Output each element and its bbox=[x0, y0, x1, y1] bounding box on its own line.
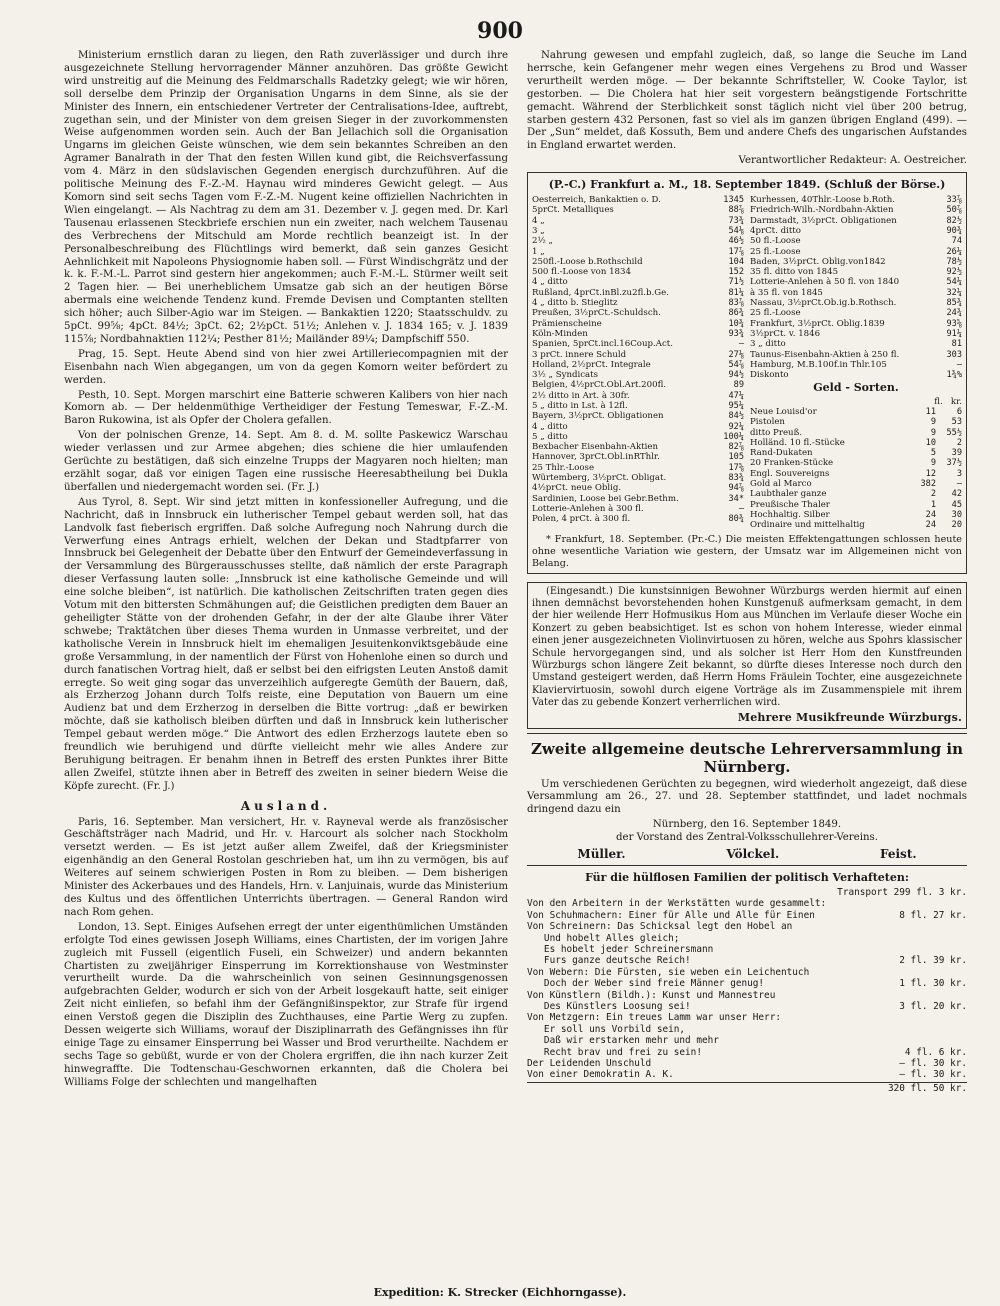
market-row-value: 88⅞ bbox=[728, 205, 744, 216]
coin-label: ditto Preuß. bbox=[750, 427, 803, 438]
donation-row bbox=[527, 978, 967, 989]
article-london: London, 13. Sept. Einiges Aufsehen erregt der unter eigenthümlichen Umständen erfolgte Tod eines gewissen Joseph Williams, eines Chartisten, der im vorigen Jahre zugleich mit Fussell (eigentlich Fuseli, ein Schweizer) und andern bekannten Chartisten zu zweijähriger Einsperrung im Korrektionshause von Westminster verurtheilt wurde. Da die wahrscheinlich von seinen Gesinnungsgenossen aufgebrachten Gelder, wodurch er sich von der Arbeit losgekauft hatte, seit einiger Zeit nicht einliefen, so befahl ihm der Gefängnißinspektor, zur Strafe für irgend einen Verstoß gegen die Disziplin des Zuchthauses, eine Partie Werg zu zupfen. Dessen weigerte sich Williams, worauf der Disziplinarrath des Gefängnisses ihn für einige Tage zu einsamer Einsperrung bei Wasser und Brod verurtheilte. Nachdem er sechs Tage so gebüßt, wurde er von der Cholera ergriffen, die ihn nach kurzer Zeit hinwegraffte. Die Todtenschau-Geschwornen erkannten, daß die Cholera bei Williams Folge der schlechten und mangelhaften bbox=[64, 921, 508, 1088]
signer-1: Müller. bbox=[577, 847, 626, 862]
lehrer-board: der Vorstand des Zentral-Volksschullehrer-Vereins. bbox=[616, 832, 878, 844]
market-row-label: 3½prCt. v. 1846 bbox=[750, 328, 821, 339]
market-row bbox=[532, 298, 744, 308]
donation-row bbox=[527, 1069, 967, 1080]
coin-label: Holländ. 10 fl.-Stücke bbox=[750, 437, 845, 448]
editor-line: Verantwortlicher Redakteur: A. Oestreicher. bbox=[738, 155, 967, 167]
donation-row bbox=[527, 1058, 967, 1069]
market-row bbox=[750, 257, 962, 267]
market-row bbox=[532, 360, 744, 370]
coin-row bbox=[750, 407, 962, 417]
market-row bbox=[750, 226, 962, 236]
coin-fl: 5 bbox=[930, 448, 936, 459]
market-row bbox=[532, 473, 744, 483]
market-row-label: Köln-Minden bbox=[532, 328, 588, 339]
market-row-label: 25 fl.-Loose bbox=[750, 308, 801, 319]
market-row bbox=[532, 195, 744, 205]
market-row-value: 152 bbox=[728, 267, 744, 278]
market-row bbox=[532, 391, 744, 401]
coin-label: Ordinaire und mittelhaltig bbox=[750, 520, 865, 531]
market-row bbox=[750, 216, 962, 226]
coin-label: Pistolen bbox=[750, 417, 785, 428]
market-row bbox=[532, 277, 744, 287]
coin-label: Laubthaler ganze bbox=[750, 489, 827, 500]
donation-row bbox=[527, 967, 967, 978]
market-row-value: 33⅞ bbox=[946, 195, 962, 206]
donation-amount: — fl. 30 kr. bbox=[899, 1057, 967, 1069]
market-row-label: Bexbacher Eisenbahn-Aktien bbox=[532, 442, 659, 453]
market-row-value: 94⅞ bbox=[728, 483, 744, 494]
market-row-label: Hamburg, M.B.100f.in Thlr.105 bbox=[750, 359, 887, 370]
donation-row bbox=[527, 921, 967, 932]
market-row bbox=[750, 298, 962, 308]
coin-fl: 382 bbox=[920, 479, 936, 490]
coin-kr: 39 bbox=[951, 448, 962, 459]
signer-2: Völckel. bbox=[726, 847, 780, 862]
donation-row bbox=[527, 1024, 967, 1035]
market-row bbox=[532, 247, 744, 257]
coin-kr: 3 bbox=[956, 468, 962, 479]
market-list-left bbox=[532, 195, 744, 531]
coin-row bbox=[750, 438, 962, 448]
donation-row bbox=[527, 898, 967, 909]
donation-row bbox=[527, 910, 967, 921]
market-row bbox=[532, 329, 744, 339]
eingesandt-text: (Eingesandt.) Die kunstsinnigen Bewohner Würzburgs werden hiermit auf einen ihnen demnächst bevorstehenden hohen Kunstgenuß aufmerksam gemacht, in dem der hier weilende Herr Hofmusikus Hom aus München im Verlaufe dieser Woche ein Konzert zu geben beabsichtiget. Ist es schon von hohem Interesse, wieder einmal einen jener ausgezeichneten Violinvirtuosen zu hören, welche aus Spohrs klassischer Schule hervorgegangen sind, und als solcher ist Herr Hom den Kunstfreunden Würzburgs schon längere Zeit bekannt, so dürfte dieses Interesse noch durch den Umstand gesteigert werden, daß Herrn Homs Fräulein Tochter, eine ausgezeichnete Klaviervirtuosin, sowohl durch eigene Vorträge als im Zusammenspiele mit ihrem Vater das zu gebende Konzert verherrlichen wird. bbox=[532, 585, 962, 709]
market-row-value: 90¾ bbox=[946, 225, 962, 236]
market-row-value: 54⅛ bbox=[728, 225, 744, 236]
market-row-value: 24¾ bbox=[946, 308, 962, 319]
market-row bbox=[750, 267, 962, 277]
donation-row bbox=[527, 1001, 967, 1012]
donation-label: Von Schreinern: Das Schicksal legt den Hobel an bbox=[527, 921, 793, 933]
article-vienna: Ministerium ernstlich daran zu liegen, den Rath zuverlässiger und durch ihre ausgezeichnete Stellung hervorragender Männer anzuhören. Das größte Gewicht wird unstreitig auf die Meinung des Feldmarschalls Radetzky gelegt; wie wir hören, soll derselbe dem Prinzip der Organisation Ungarns in dem Sinne, als sie der Minister des Innern, ein entschiedener Vertreter der Centralisations-Idee, auftrebt, zugethan sein, und der Minister von dem greisen Sieger in der zuvorkommensten Weise aufgenommen worden sein. Auch der Ban Jellachich soll die Organisation Ungarns im gleichen Geiste wünschen, wie dem sein bekanntes Schreiben an den Agramer Banalrath in der That den festen Willen kund gibt, die Reichsverfassung vom 4. März in den südslavischen Gegenden energisch durchzuführen. Auf die politische Meinung des F.-Z.-M. Haynau wird minderes Gewicht gelegt. — Aus Komorn sind seit sechs Tagen vom F.-Z.-M. Nugent keine offiziellen Nachrichten in Wien eingelangt. — Als Nachtrag zu dem am 31. Dezember v. J. gegen med. Dr. Karl Tausenau erlassenen Steckbriefe erschien nun ein zweiter, nach welchem Tausenau des Verbrechens der Mitschuld am Morde rechtlich beanzeigt ist. In der Personalbeschreibung des Flüchtlings wird bemerkt, daß sein ganzes Gesicht Aehnlichkeit mit Napoleons Physiognomie haben soll. — Fürst Windischgrätz und der k. k. F.-M.-L. Parrot sind gestern hier angekommen; auch F.-M.-L. Stürmer weilt seit 2 Tagen hier. — Bei unerheblichem Umsatze gab sich an der heutigen Börse abermals eine weichende Tendenz kund. Fremde Devisen und Comptanten stellten sich höher; auch Silber-Agio war im Steigen. — Bankaktien 1220; Staatsschuldv. zu 5pCt. 99⅝; 4pCt. 84½; 3pCt. 62; 2½pCt. 51½; Anlehen v. J. 1834 165; v. J. 1839 115⅞; Nordbahnaktien 112¼; Pesther 81½; Mailänder 89¼; Dampfschiff 550. bbox=[64, 50, 508, 345]
coin-kr: 6 bbox=[956, 407, 962, 417]
lehrer-place: Nürnberg, den 16. September 1849. bbox=[652, 819, 842, 831]
article-pesth: Pesth, 10. Sept. Morgen marschirt eine Batterie schweren Kalibers von hier nach Komorn ab. — Der heldenmüthige Vertheidiger der Festung Temeswar, F.-Z.-M. Baron Rukowina, ist als Opfer der Cholera gefallen. bbox=[64, 389, 508, 427]
market-row-label: Holland, 2½prCt. Integrale bbox=[532, 359, 651, 370]
market-row bbox=[532, 432, 744, 442]
lehrer-title: Zweite allgemeine deutsche Lehrerversammlung in Nürnberg. bbox=[530, 739, 964, 776]
coin-fl: 2 bbox=[930, 489, 936, 500]
market-row-value: 78½ bbox=[946, 256, 962, 267]
coin-row bbox=[750, 428, 962, 438]
market-row-label: 3 „ ditto bbox=[750, 339, 786, 350]
coin-head-kr: kr. bbox=[950, 396, 962, 407]
market-row bbox=[532, 422, 744, 432]
market-row bbox=[532, 463, 744, 473]
market-row-label: 500 fl.-Loose von 1834 bbox=[532, 267, 631, 278]
market-row bbox=[532, 226, 744, 236]
market-row-value: 105 bbox=[728, 452, 744, 463]
donation-label: Er soll uns Vorbild sein, bbox=[527, 1023, 686, 1035]
donation-label: Des Künstlers Loosung sei! bbox=[527, 1000, 691, 1012]
donation-row bbox=[527, 1012, 967, 1023]
market-row-value: 83⅞ bbox=[728, 298, 744, 309]
coin-fl: 12 bbox=[925, 468, 936, 479]
donation-carry: Transport 299 fl. 3 kr. bbox=[837, 886, 967, 898]
donation-label: Von Künstlern (Bildh.): Kunst und Mannestreu bbox=[527, 989, 776, 1001]
market-row-label: à 35 fl. von 1845 bbox=[750, 287, 823, 298]
right-column bbox=[527, 50, 967, 1094]
market-row bbox=[750, 370, 962, 380]
coin-title: Geld - Sorten. bbox=[813, 381, 899, 395]
donation-total: 320 fl. 50 kr. bbox=[527, 1082, 967, 1094]
donation-label: Von Metzgern: Ein treues Lamm war unser Herr: bbox=[527, 1012, 781, 1024]
coin-fl: 9 bbox=[930, 458, 936, 469]
coin-fl: 1 bbox=[930, 499, 936, 510]
market-row bbox=[750, 236, 962, 246]
market-row-value: — bbox=[738, 339, 744, 350]
market-row-label: Prämienscheine bbox=[532, 318, 602, 329]
market-row-value: 89 bbox=[733, 380, 744, 391]
donation-row bbox=[527, 1047, 967, 1058]
market-row-label: 250fl.-Loose b.Rothschild bbox=[532, 256, 643, 267]
market-row-label: 4 „ ditto bbox=[532, 277, 568, 288]
market-row-label: 2½ „ bbox=[532, 236, 553, 247]
market-row-value: — bbox=[738, 503, 744, 514]
donation-label: Der Leidenden Unschuld bbox=[527, 1057, 652, 1069]
market-row-label: 25 fl.-Loose bbox=[750, 246, 801, 257]
market-row-value: 92½ bbox=[946, 267, 962, 278]
donation-label: Daß wir erstarken mehr und mehr bbox=[527, 1035, 719, 1047]
market-title: (P.-C.) Frankfurt a. M., 18. September 1849. (Schluß der Börse.) bbox=[548, 178, 946, 192]
article-london-cont: Nahrung gewesen und empfahl zugleich, daß, so lange die Seuche im Land herrsche, kein Gefangener mehr wegen eines Vergehens zu Brod und Wasser verurtheilt werden möge. — Der bekannte Schriftsteller, W. Cooke Taylor, ist gestorben. — Die Cholera hat hier seit vorgestern beängstigende Fortschritte gemacht. Während der Sterblichkeit sonst täglich nicht viel über 200 betrug, starben gestern 432 Personen, fast so viel als im ganzen übrigen England (499). — Der „Sun“ meldet, daß Kossuth, Bem und andere Chefs des ungarischen Aufstandes in England erwartet werden. bbox=[527, 50, 967, 152]
coin-label: Rand-Dukaten bbox=[750, 448, 813, 459]
market-row-label: Lotterie-Anlehen à 50 fl. von 1840 bbox=[750, 277, 900, 288]
market-row-label: Lotterie-Anlehen à 300 fl. bbox=[532, 503, 644, 514]
donation-list bbox=[527, 898, 967, 1081]
market-row-label: Taunus-Eisenbahn-Aktien à 250 fl. bbox=[750, 349, 900, 360]
market-row-label: 4½prCt. neue Oblig. bbox=[532, 483, 622, 494]
market-row bbox=[750, 288, 962, 298]
market-row bbox=[532, 370, 744, 380]
coin-row bbox=[750, 417, 962, 427]
market-row-value: 34* bbox=[728, 493, 744, 504]
donation-amount: 2 fl. 39 kr. bbox=[899, 955, 967, 967]
market-row bbox=[532, 339, 744, 349]
donation-label: Von Webern: Die Fürsten, sie weben ein Leichentuch bbox=[527, 966, 810, 978]
market-row-label: 2½ ditto in Art. à 30fr. bbox=[532, 390, 630, 401]
market-row bbox=[532, 267, 744, 277]
donation-row bbox=[527, 1035, 967, 1046]
market-row-value: 17⅞ bbox=[728, 246, 744, 257]
donation-row bbox=[527, 944, 967, 955]
market-row-label: 3 prCt. innere Schuld bbox=[532, 349, 627, 360]
donation-label: Doch der Weber sind freie Männer genug! bbox=[527, 978, 765, 990]
market-row-label: 4prCt. ditto bbox=[750, 225, 801, 236]
market-row-label: 4 „ ditto b. Stieglitz bbox=[532, 298, 618, 309]
coin-row bbox=[750, 510, 962, 520]
coin-label: Preußische Thaler bbox=[750, 499, 830, 510]
market-row-value: 91¼ bbox=[946, 328, 962, 339]
market-row bbox=[532, 257, 744, 267]
coin-kr: 30 bbox=[951, 509, 962, 520]
eingesandt-signature: Mehrere Musikfreunde Würzburgs. bbox=[737, 710, 962, 724]
coin-kr: 37½ bbox=[946, 458, 962, 469]
market-row-label: 35 fl. ditto von 1845 bbox=[750, 267, 839, 278]
market-row bbox=[532, 514, 744, 524]
market-row bbox=[750, 247, 962, 257]
market-row bbox=[532, 216, 744, 226]
coin-kr: 45 bbox=[951, 499, 962, 510]
market-row-value: 81¼ bbox=[728, 287, 744, 298]
donation-label: Und hobelt Alles gleich; bbox=[527, 932, 680, 944]
coin-row bbox=[750, 479, 962, 489]
donation-label: Von Schuhmachern: Einer für Alle und Alle für Einen bbox=[527, 909, 815, 921]
left-column bbox=[64, 50, 508, 1092]
market-row-value: 26¼ bbox=[946, 246, 962, 257]
eingesandt-box bbox=[527, 582, 967, 729]
coin-fl: 11 bbox=[925, 407, 936, 417]
market-row bbox=[750, 350, 962, 360]
market-row-value: 47¼ bbox=[728, 390, 744, 401]
market-row bbox=[532, 504, 744, 514]
market-row-value: 95¼ bbox=[728, 401, 744, 411]
market-row bbox=[750, 319, 962, 329]
donation-row bbox=[527, 955, 967, 966]
coin-kr: 55½ bbox=[946, 427, 962, 438]
donation-label: Es hobelt jeder Schreinersmann bbox=[527, 943, 714, 955]
market-row-label: Spanien, 5prCt.incl.16Coup.Act. bbox=[532, 339, 673, 350]
market-row-value: 83¾ bbox=[728, 473, 744, 484]
market-row bbox=[532, 288, 744, 298]
coin-fl: 10 bbox=[925, 437, 936, 448]
market-row-value: 92¼ bbox=[728, 421, 744, 432]
market-row bbox=[750, 339, 962, 349]
market-row-value: 71½ bbox=[728, 277, 744, 288]
donation-amount: — fl. 30 kr. bbox=[899, 1069, 967, 1081]
market-row-label: 4 „ bbox=[532, 215, 545, 226]
market-row-label: Friedrich-Wilh.-Nordbahn-Aktien bbox=[750, 205, 894, 216]
page-number: 900 bbox=[477, 18, 523, 44]
article-polish-border: Von der polnischen Grenze, 14. Sept. Am 8. d. M. sollte Paskewicz Warschau wieder verlassen und zur Armee abgehen; dies schiene die hier umlaufenden Gerüchte zu bestätigen, daß sich einzelne Trupps der Magyaren noch hielten; man erzählt sogar, daß vor einigen Tagen eine russische Heeresabtheilung bei Dukla überfallen und niedergemacht worden sei. (Fr. J.) bbox=[64, 430, 508, 493]
market-row-value: 104 bbox=[728, 256, 744, 267]
market-row-value: 10¾ bbox=[728, 318, 744, 329]
market-row-value: 94½ bbox=[728, 370, 744, 381]
market-row bbox=[532, 411, 744, 421]
donation-row bbox=[527, 990, 967, 1001]
market-row bbox=[532, 494, 744, 504]
market-row-label: 5 „ ditto bbox=[532, 431, 568, 442]
market-row-value: 27⅛ bbox=[728, 349, 744, 360]
market-row-value: 84½ bbox=[728, 411, 744, 422]
coin-fl: 9 bbox=[930, 427, 936, 438]
market-row-value: 17⅝ bbox=[728, 462, 744, 473]
market-row bbox=[532, 319, 744, 329]
donation-label: Von den Arbeitern in der Werkstätten wurde gesammelt: bbox=[527, 898, 827, 910]
market-row bbox=[750, 329, 962, 339]
market-row-label: Würtemberg, 3½prCt. Obligat. bbox=[532, 473, 667, 484]
market-row-value: 1345 bbox=[723, 195, 744, 206]
market-row-label: 25 Thlr.-Loose bbox=[532, 462, 595, 473]
market-row bbox=[532, 401, 744, 411]
market-row-label: Nassau, 3½prCt.Ob.ig.b.Rothsch. bbox=[750, 298, 897, 309]
market-row-value: 54¼ bbox=[946, 277, 962, 288]
market-row-value: 50⅞ bbox=[946, 205, 962, 216]
market-row bbox=[532, 308, 744, 318]
section-heading-ausland: Ausland. bbox=[240, 798, 332, 813]
market-row-value: 46½ bbox=[728, 236, 744, 247]
coin-label: Gold al Marco bbox=[750, 479, 812, 490]
coin-row bbox=[750, 458, 962, 468]
market-row-label: Preußen, 3½prCt.-Schuldsch. bbox=[532, 308, 661, 319]
market-row-label: Polen, 4 prCt. à 300 fl. bbox=[532, 514, 631, 525]
coin-label: Neue Louisd'or bbox=[750, 407, 817, 417]
market-row bbox=[750, 360, 962, 370]
market-row bbox=[532, 452, 744, 462]
coin-kr: 2 bbox=[956, 437, 962, 448]
coin-row bbox=[750, 469, 962, 479]
market-row-value: 54⅞ bbox=[728, 359, 744, 370]
market-row-value: — bbox=[956, 359, 962, 370]
donation-row bbox=[527, 933, 967, 944]
coin-fl: 24 bbox=[925, 509, 936, 520]
market-row-value: 82⅞ bbox=[728, 442, 744, 453]
coin-row bbox=[750, 520, 962, 530]
article-tyrol: Aus Tyrol, 8. Sept. Wir sind jetzt mitten in konfessioneller Aufregung, und die Nachricht, daß in Innsbruck ein lutherischer Tempel gebaut werden soll, hat das Landvolk fast fieberisch ergriffen. Daß solche Aufregung noch Nahrung durch die Verwerfung eines Antrags erhielt, welchen der Dekan und Stadtpfarrer von Innsbruck bei Gelegenheit der Debatte über den Entwurf der Gemeindeverfassung in der Versammlung des Bürgerausschusses stellte, daß nämlich der erste Paragraph dieser Verfassung lauten solle: „Innsbruck ist eine katholische Gemeinde und will eine solche bleiben“, ist natürlich. Die katholischen Zeitschriften traten gegen dies Votum mit den bittersten Schmähungen auf; die Geistlichen predigten dem Bauer an geheiligter Stätte von der drohenden Gefahr, in der der alte Glaube ihrer Väter schwebe; Traktätchen über dieses Thema wurden in Unmasse verbreitet, und der katholische Verein in Innsbruck hielt im ehemaligen Jesuitenkonviktsgebäude eine große Versammlung, in der namentlich der Fürst von Hohenlohe einen so durch und durch fanatischen Vortrag hielt, daß er selbst bei den eifrigsten Leuten Anstoß damit erregte. So weit ging sogar das unverzeihlich aufgeregte Gemüth der Bauern, daß, als Erzherzog Johann durch Tolfs reiste, eine Deputation von Bauern um eine Audienz bat und dem Erzherzog in derselben die Bitte vortrug: „daß er bewirken möchte, daß sie katholisch bleiben dürften und daß in Innsbruck kein lutherischer Tempel gebaut werden möge.“ Die Antwort des edlen Erzherzogs lautete eben so freundlich wie beruhigend und dürfte vielleicht mehr wie alles Andere zur Beruhigung beitragen. Er benahm ihnen in Betreff des ersten Punktes ihrer Bitte allen Zweifel, stützte ihnen aber in Betreff des zweiten in seiner biedern Weise die Köpfe zurecht. (Fr. J.) bbox=[64, 496, 508, 792]
coin-fl: 9 bbox=[930, 417, 936, 428]
market-row bbox=[532, 205, 744, 215]
market-row-label: 3½ „ Syndicats bbox=[532, 370, 599, 381]
market-row-value: 93¾ bbox=[728, 328, 744, 339]
market-list-right bbox=[750, 195, 962, 380]
donation-label: Von einer Demokratin A. K. bbox=[527, 1069, 674, 1081]
coin-fl: 24 bbox=[925, 520, 936, 531]
market-row-value: 80¾ bbox=[728, 514, 744, 525]
market-row-value: 81 bbox=[951, 339, 962, 350]
donation-amount: 3 fl. 20 kr. bbox=[899, 1000, 967, 1012]
donation-label: Furs ganze deutsche Reich! bbox=[527, 955, 691, 967]
market-row-label: 4 „ ditto bbox=[532, 421, 568, 432]
coin-label: 20 Franken-Stücke bbox=[750, 458, 834, 469]
market-row bbox=[532, 350, 744, 360]
market-row-value: 73¾ bbox=[728, 215, 744, 226]
market-report bbox=[527, 172, 967, 573]
market-row-label: 50 fl.-Loose bbox=[750, 236, 801, 247]
market-row-value: 303 bbox=[946, 349, 962, 360]
market-row-label: Frankfurt, 3½prCt. Oblig.1839 bbox=[750, 318, 885, 329]
coin-row bbox=[750, 489, 962, 499]
coin-label: Hochhaltig. Silber bbox=[750, 509, 830, 520]
footer-expedition: Expedition: K. Strecker (Eichhorngasse). bbox=[373, 1286, 627, 1299]
market-row-value: 74 bbox=[951, 236, 962, 247]
market-row-label: Bayern, 3½prCt. Obligationen bbox=[532, 411, 664, 422]
market-row-label: Kurhessen, 40Thlr.-Loose b.Roth. bbox=[750, 195, 896, 206]
coin-head-fl: fl. bbox=[934, 396, 943, 407]
coin-label: Engl. Souvereigns bbox=[750, 468, 830, 479]
market-row-label: Darmstadt, 3½prCt. Obligationen bbox=[750, 215, 897, 226]
donation-amount: 1 fl. 30 kr. bbox=[899, 978, 967, 990]
market-row-value: 32¼ bbox=[946, 287, 962, 298]
coin-header bbox=[750, 397, 962, 407]
coin-row bbox=[750, 500, 962, 510]
donation-amount: 4 fl. 6 kr. bbox=[904, 1046, 967, 1058]
market-row-label: 5prCt. Metalliques bbox=[532, 205, 614, 216]
market-row bbox=[750, 195, 962, 205]
coin-kr: 42 bbox=[951, 489, 962, 500]
market-row-value: 93⅝ bbox=[946, 318, 962, 329]
article-paris: Paris, 16. September. Man versichert, Hr. v. Rayneval werde als französischer Geschäftsträger nach Madrid, und Hr. v. Harcourt als solcher nach Stockholm versetzt werden. — Es ist jetzt außer allem Zweifel, daß der Kriegsminister eigenhändig an den General Rostolan geschrieben hat, um ihn zu vermögen, bis auf Weiteres auf seinem schwierigen Posten in Rom zu bleiben. — Dem bisherigen Minister des Ackerbaues und des Handels, Hrn. v. Lanjuinais, wurde das Ministerium des Kultus und des öffentlichen Unterrichts übertragen. — General Randon wird nach Rom gehen. bbox=[64, 816, 508, 918]
market-row-label: Hannover, 3prCt.Obl.inRThlr. bbox=[532, 452, 660, 463]
donation-amount: 8 fl. 27 kr. bbox=[899, 909, 967, 921]
market-row-label: 1 „ bbox=[532, 246, 545, 257]
donation-title: Für die hülflosen Familien der politisch Verhafteten: bbox=[585, 870, 909, 884]
lehrer-text: Um verschiedenen Gerüchten zu begegnen, wird wiederholt angezeigt, daß diese Versammlung am 26., 27. und 28. September stattfindet, und ladet nochmals dringend dazu ein bbox=[527, 778, 967, 816]
signers bbox=[527, 848, 967, 861]
market-row-label: Baden, 3½prCt. Oblig.von1842 bbox=[750, 256, 886, 267]
coin-kr: — bbox=[956, 479, 962, 490]
market-row bbox=[750, 308, 962, 318]
coin-row bbox=[750, 448, 962, 458]
market-row bbox=[532, 442, 744, 452]
market-row-value: 86¾ bbox=[728, 308, 744, 319]
market-row bbox=[532, 483, 744, 493]
coin-list bbox=[750, 407, 962, 531]
coin-kr: 53 bbox=[951, 417, 962, 428]
market-list-right-wrap bbox=[750, 195, 962, 531]
market-row-value: 100¼ bbox=[723, 431, 744, 442]
market-row-value: 85¾ bbox=[946, 298, 962, 309]
market-row-label: Belgien, 4½prCt.Obl.Art.200fl. bbox=[532, 380, 667, 391]
market-row-label: 3 „ bbox=[532, 225, 545, 236]
market-row-label: Oesterreich, Bankaktien o. D. bbox=[532, 195, 661, 206]
market-row-value: 82½ bbox=[946, 215, 962, 226]
market-row-value: 1¾% bbox=[946, 370, 962, 381]
coin-kr: 20 bbox=[951, 520, 962, 531]
market-row-label: 5 „ ditto in Lst. à 12fl. bbox=[532, 401, 628, 411]
market-row-label: Rußland, 4prCt.inBl.zu2fl.b.Ge. bbox=[532, 287, 669, 298]
market-row bbox=[532, 380, 744, 390]
market-row bbox=[532, 236, 744, 246]
market-row bbox=[750, 277, 962, 287]
market-row-label: Diskonto bbox=[750, 370, 789, 381]
donation-label: Recht brav und frei zu sein! bbox=[527, 1046, 702, 1058]
article-prague: Prag, 15. Sept. Heute Abend sind von hier zwei Artilleriecompagnien mit der Eisenbahn nach Wien abgegangen, um von da gegen Komorn weiter befördert zu werden. bbox=[64, 348, 508, 386]
signer-3: Feist. bbox=[880, 847, 917, 862]
market-note: * Frankfurt, 18. September. (Pr.-C.) Die meisten Effektengattungen schlossen heute ohne wesentliche Variation wie gestern, der Umsatz war im Allgemeinen nicht von Belang. bbox=[532, 533, 962, 569]
market-row bbox=[750, 205, 962, 215]
market-row-label: Sardinien, Loose bei Gebr.Bethm. bbox=[532, 493, 679, 504]
